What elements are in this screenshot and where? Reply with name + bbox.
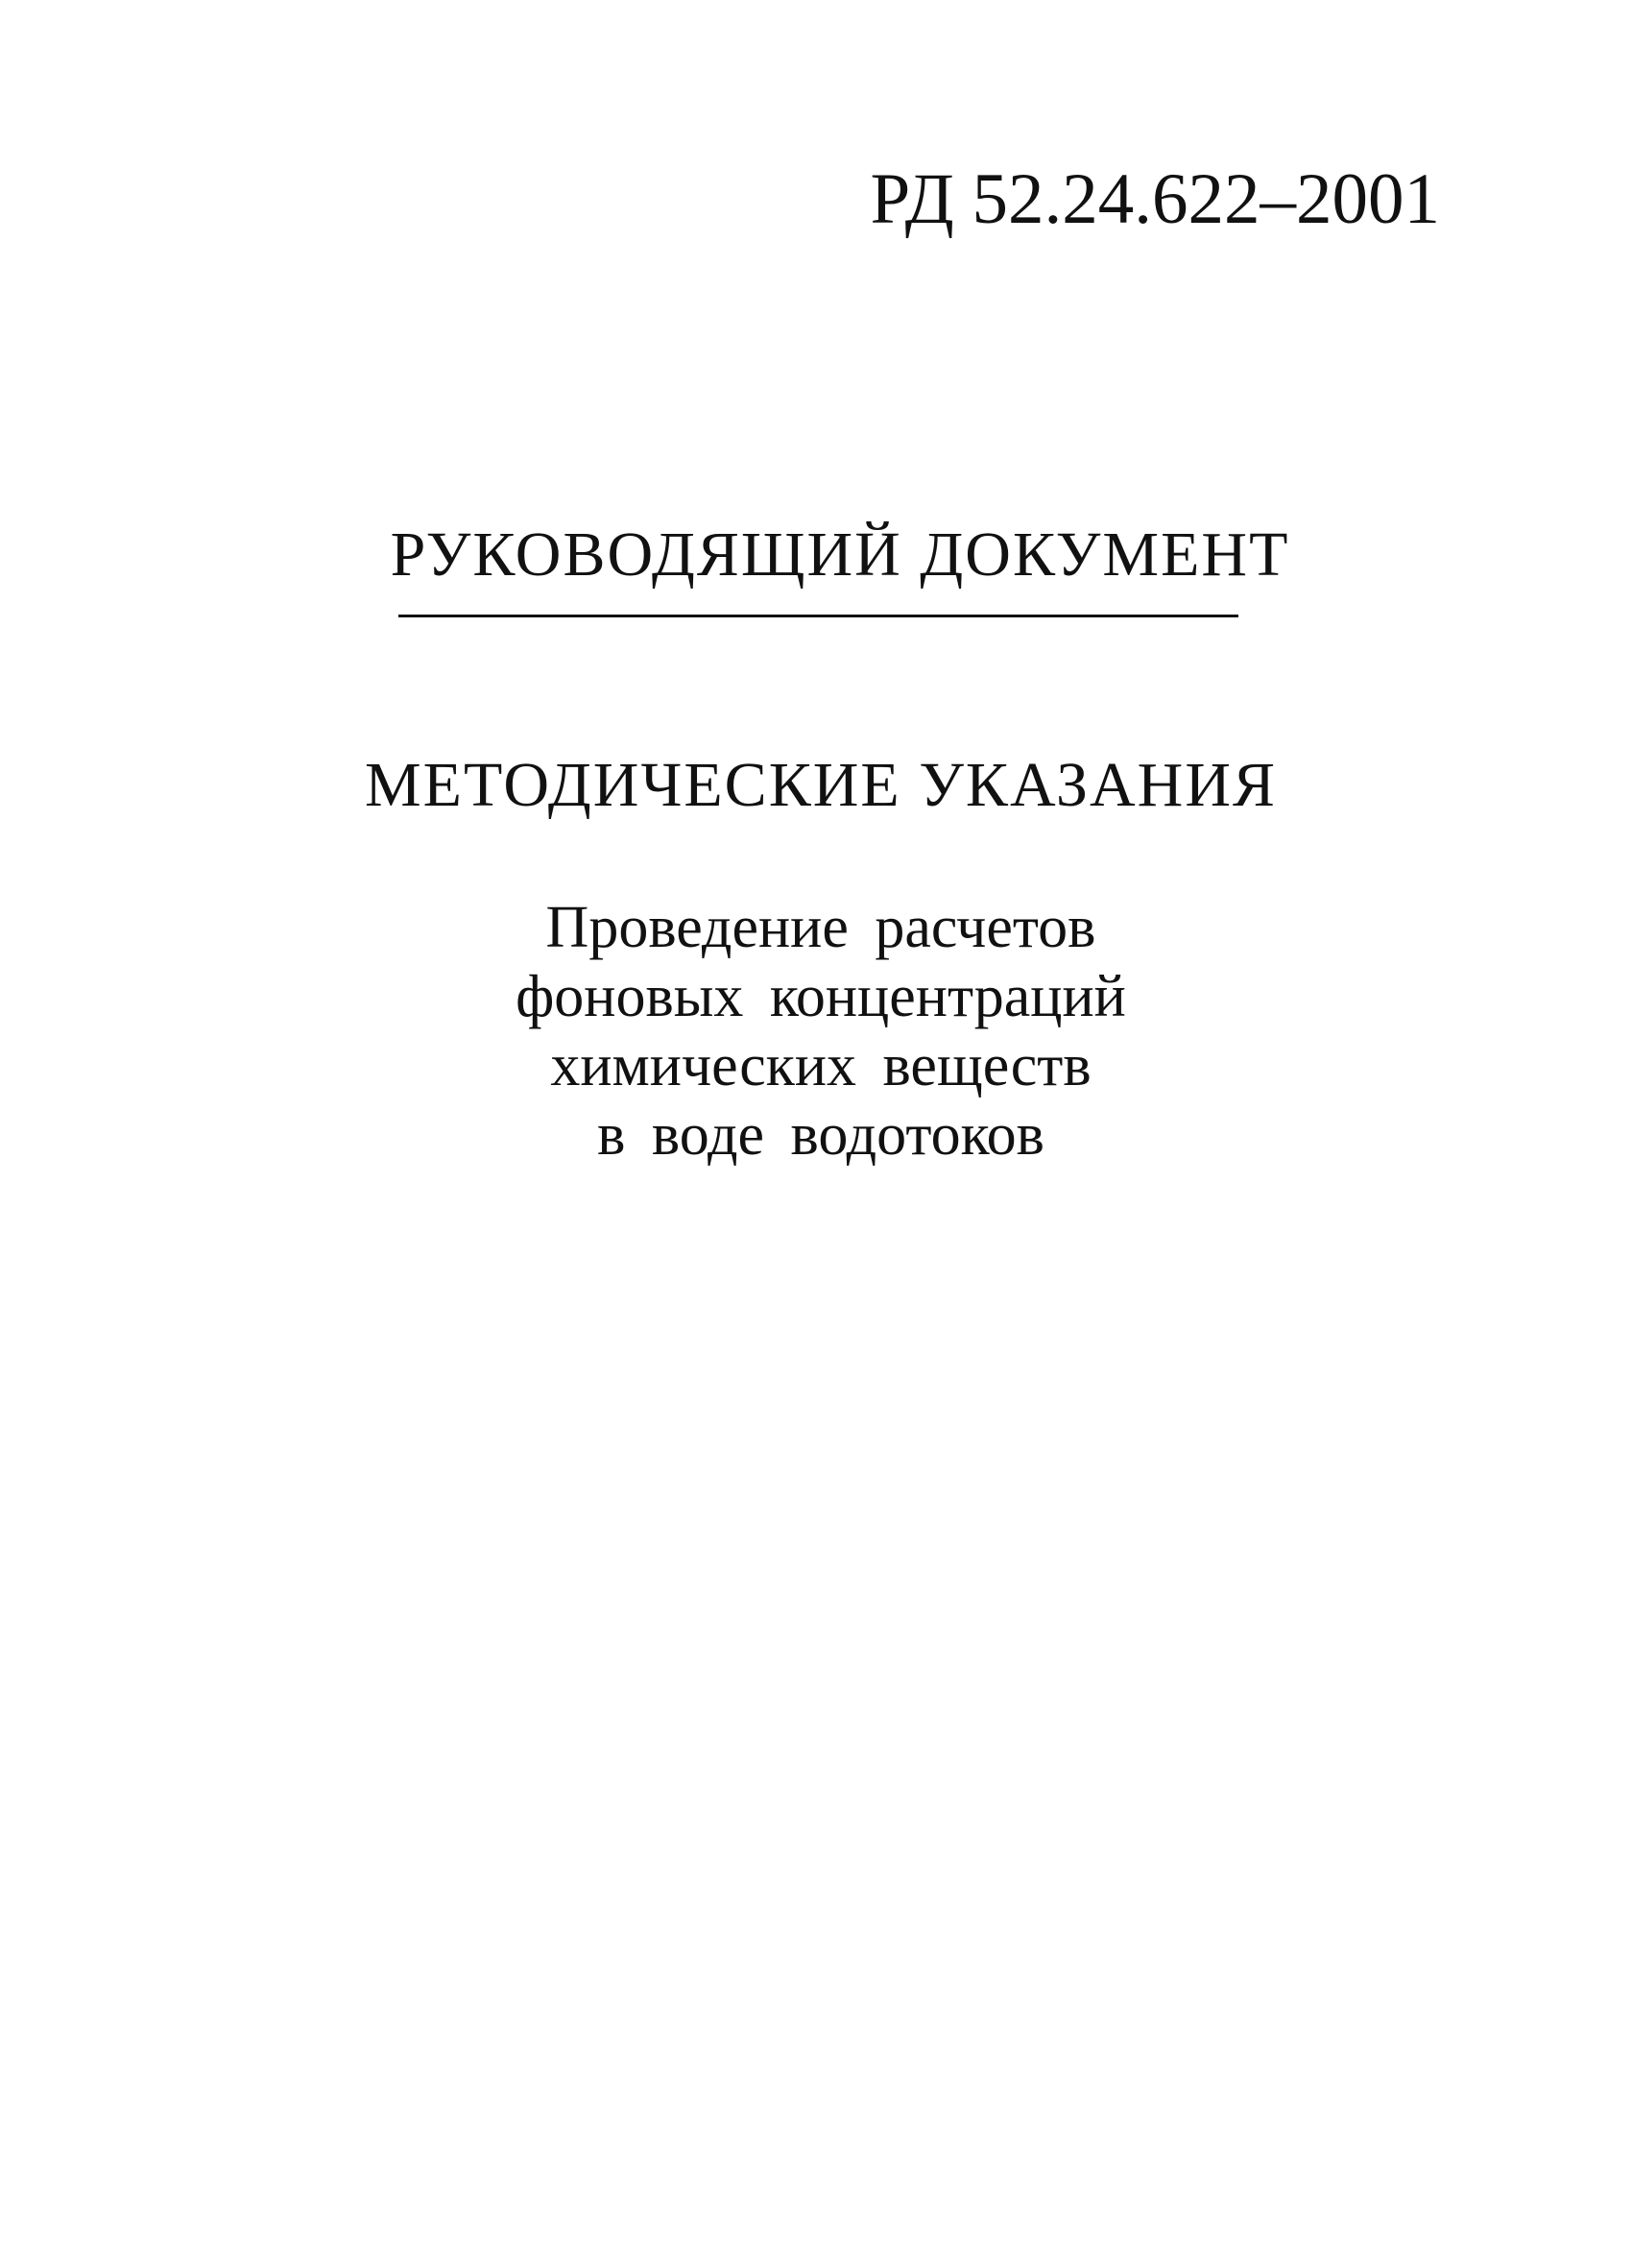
subtitle-line: в воде водотоков [597,1102,1044,1168]
subtitle-line: фоновых концентраций [516,964,1126,1029]
document-title [0,750,1632,820]
document-title-text: МЕТОДИЧЕСКИЕ УКАЗАНИЯ [364,750,1278,820]
document-type-heading [0,519,1632,590]
heading-underline-divider [398,615,1238,617]
document-type-text: РУКОВОДЯЩИЙ ДОКУМЕНТ [390,519,1290,590]
document-subtitle [0,893,1632,1170]
subtitle-line: Проведение расчетов [545,895,1096,960]
subtitle-line: химических веществ [550,1033,1092,1098]
document-code: РД 52.24.622–2001 [870,159,1440,239]
